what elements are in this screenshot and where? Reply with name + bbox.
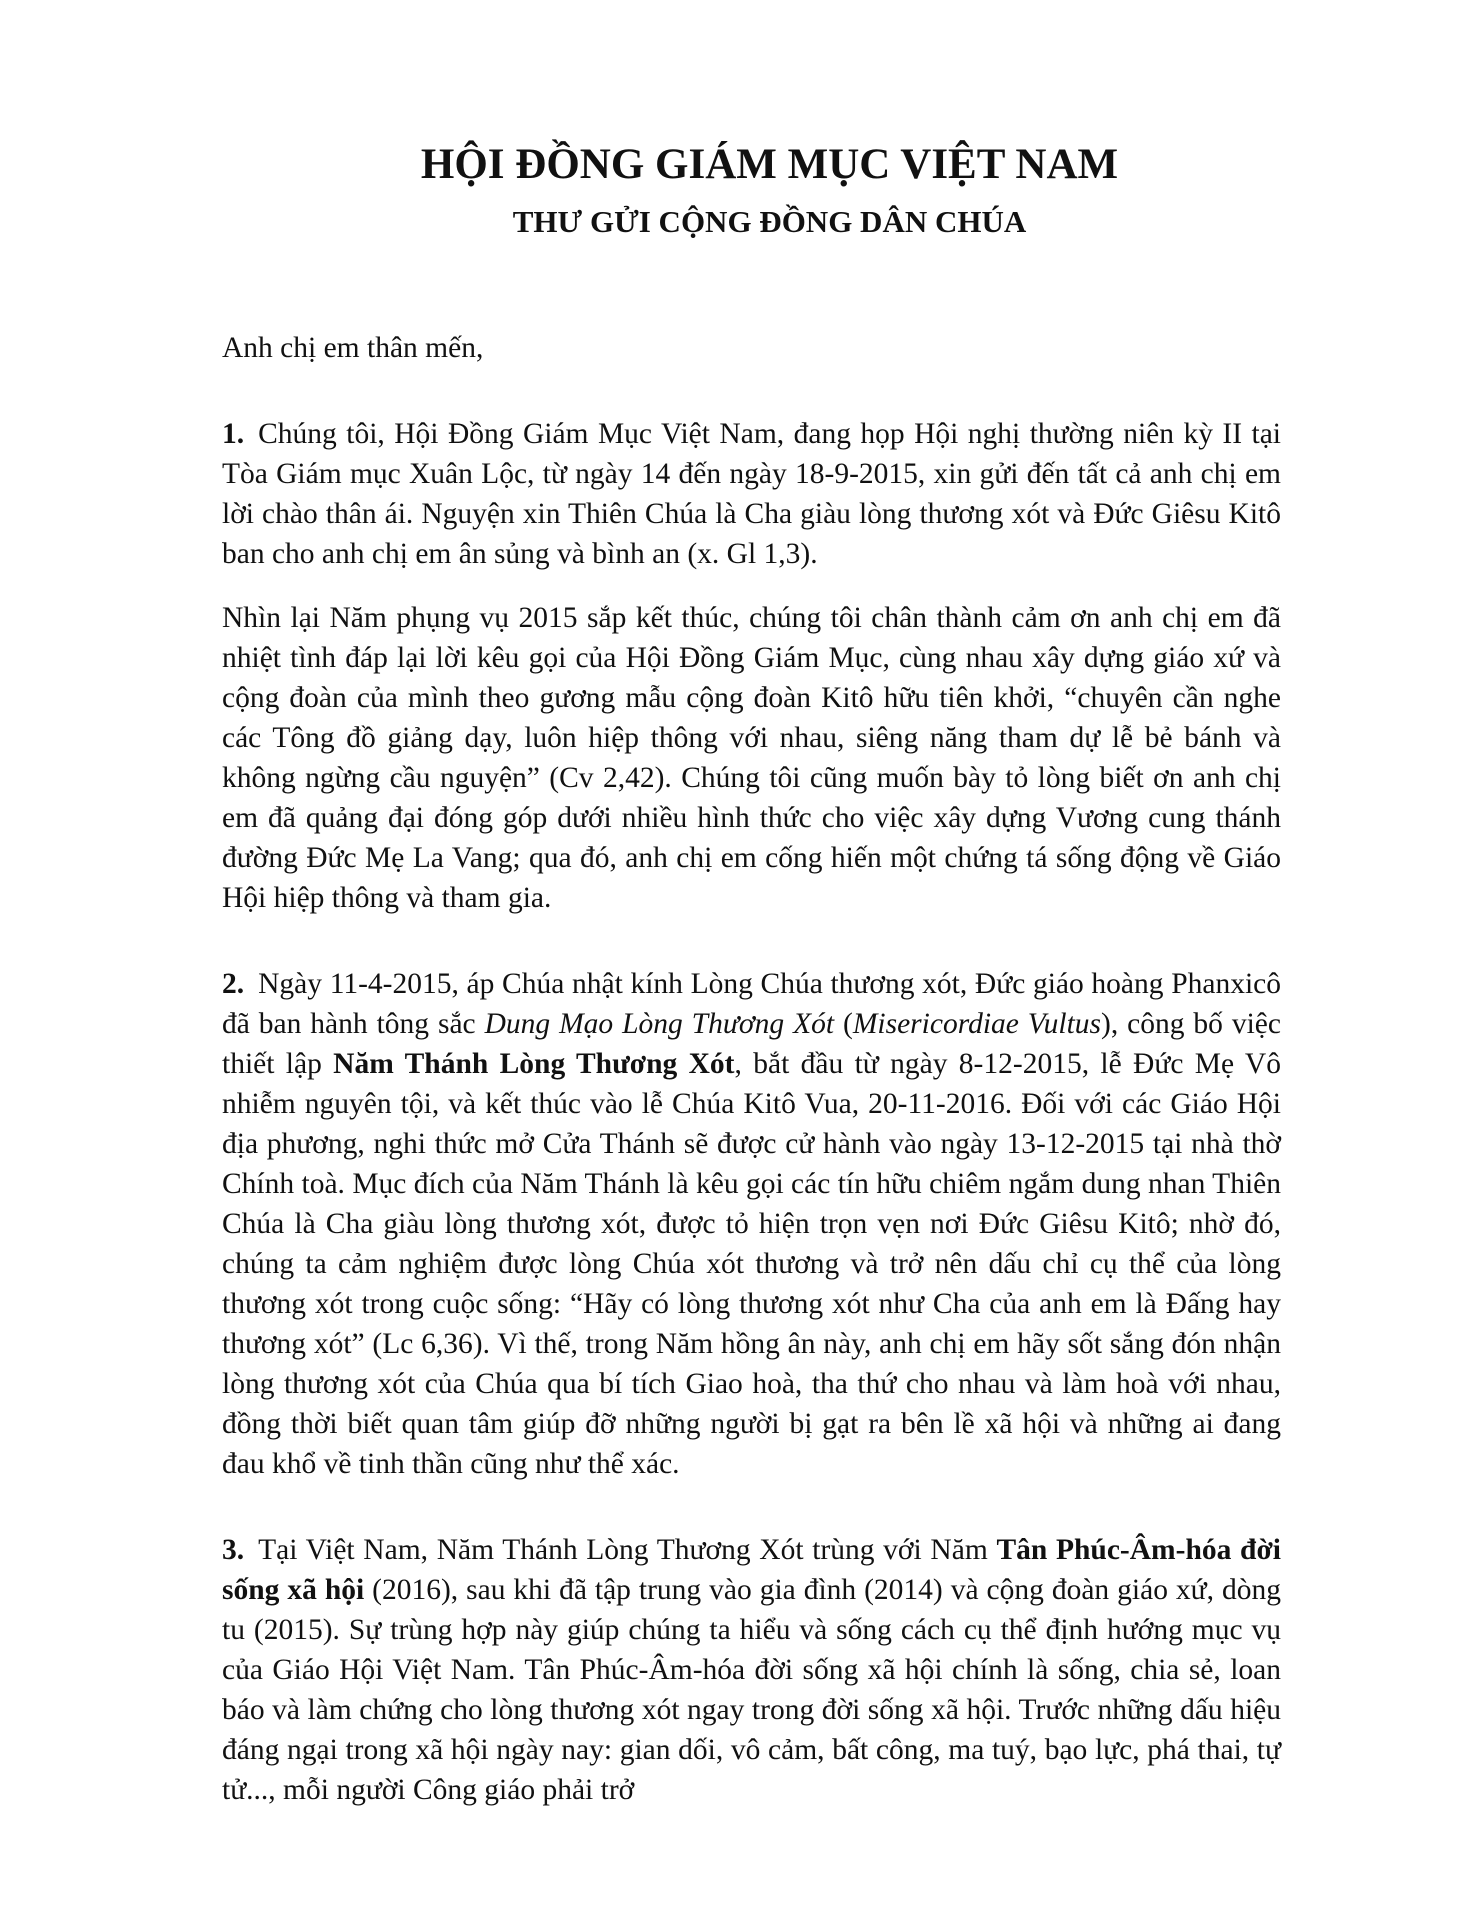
section-3-text: (2016), sau khi đã tập trung vào gia đình (2014) và cộng đoàn giáo xứ, dòng tu (2015). Sự trùng hợp này giúp chúng ta hiểu và sống cách cụ thể định hướng mục vụ của Giáo Hội Việt Nam. Tân Phúc-Âm-hóa đời sống xã hội chính là sống, chia sẻ, loan báo và làm chứng cho lòng thương xót ngay trong đời sống xã hội. Trước những dấu hiệu đáng ngại trong xã hội ngày nay: gian dối, vô cảm, bất công, ma tuý, bạo lực, phá thai, tự tử..., mỗi người Công giáo phải trở: [222, 1574, 1281, 1806]
section-2-text: , bắt đầu từ ngày 8-12-2015, lễ Đức Mẹ Vô nhiễm nguyên tội, và kết thúc vào lễ Chúa Kitô Vua, 20-11-2016. Đối với các Giáo Hội địa phương, nghi thức mở Cửa Thánh sẽ được cử hành vào ngày 13-12-2015 tại nhà thờ Chính toà. Mục đích của Năm Thánh là kêu gọi các tín hữu chiêm ngắm dung nhan Thiên Chúa là Cha giàu lòng thương xót, được tỏ hiện trọn vẹn nơi Đức Giêsu Kitô; nhờ đó, chúng ta cảm nghiệm được lòng Chúa xót thương và trở nên dấu chỉ cụ thể của lòng thương xót trong cuộc sống: “Hãy có lòng thương xót như Cha của anh em là Đấng hay thương xót” (Lc 6,36). Vì thế, trong Năm hồng ân này, anh chị em hãy sốt sắng đón nhận lòng thương xót của Chúa qua bí tích Giao hoà, tha thứ cho nhau và làm hoà với nhau, đồng thời biết quan tâm giúp đỡ những người bị gạt ra bên lề xã hội và những ai đang đau khổ về tinh thần cũng như thể xác.: [222, 1048, 1281, 1480]
greeting: Anh chị em thân mến,: [222, 332, 484, 364]
section-number: 1.: [222, 418, 245, 450]
section-3-text: Tại Việt Nam, Năm Thánh Lòng Thương Xót trùng với Năm: [258, 1534, 997, 1566]
document-title-vietnamese: Dung Mạo Lòng Thương Xót: [484, 1008, 835, 1040]
page-title: HỘI ĐỒNG GIÁM MỤC VIỆT NAM: [420, 141, 1119, 188]
section-3-paragraph: [222, 1530, 1281, 1810]
section-2-text: Ngày 11-4-2015, áp Chúa nhật kính Lòng Chúa thương xót, Đức giáo hoàng Phanxicô đã ban hành tông sắc: [222, 968, 1281, 1040]
section-number: 3.: [222, 1534, 245, 1566]
section-2-text: ), công bố việc thiết lập: [222, 1008, 1281, 1080]
document-title-latin: Misericordiae Vultus: [852, 1008, 1102, 1040]
section-1-paragraph-1: [222, 414, 1281, 574]
section-1-text: Chúng tôi, Hội Đồng Giám Mục Việt Nam, đang họp Hội nghị thường niên kỳ II tại Tòa Giám mục Xuân Lộc, từ ngày 14 đến ngày 18-9-2015, xin gửi đến tất cả anh chị em lời chào thân ái. Nguyện xin Thiên Chúa là Cha giàu lòng thương xót và Đức Giêsu Kitô ban cho anh chị em ân sủng và bình an (x. Gl 1,3).: [222, 418, 1281, 570]
year-theme: Tân Phúc-Âm-hóa đời sống xã hội: [222, 1534, 1281, 1606]
section-2-paragraph: [222, 964, 1281, 1484]
page-subtitle: THƯ GỬI CỘNG ĐỒNG DÂN CHÚA: [512, 204, 1027, 239]
jubilee-name: Năm Thánh Lòng Thương Xót: [333, 1048, 735, 1080]
section-number: 2.: [222, 968, 245, 1000]
section-2-text: (: [834, 1008, 853, 1040]
section-1-paragraph-2: Nhìn lại Năm phụng vụ 2015 sắp kết thúc, chúng tôi chân thành cảm ơn anh chị em đã nhiệt tình đáp lại lời kêu gọi của Hội Đồng Giám Mục, cùng nhau xây dựng giáo xứ và cộng đoàn của mình theo gương mẫu cộng đoàn Kitô hữu tiên khởi, “chuyên cần nghe các Tông đồ giảng dạy, luôn hiệp thông với nhau, siêng năng tham dự lễ bẻ bánh và không ngừng cầu nguyện” (Cv 2,42). Chúng tôi cũng muốn bày tỏ lòng biết ơn anh chị em đã quảng đại đóng góp dưới nhiều hình thức cho việc xây dựng Vương cung thánh đường Đức Mẹ La Vang; qua đó, anh chị em cống hiến một chứng tá sống động về Giáo Hội hiệp thông và tham gia.: [222, 602, 1281, 914]
